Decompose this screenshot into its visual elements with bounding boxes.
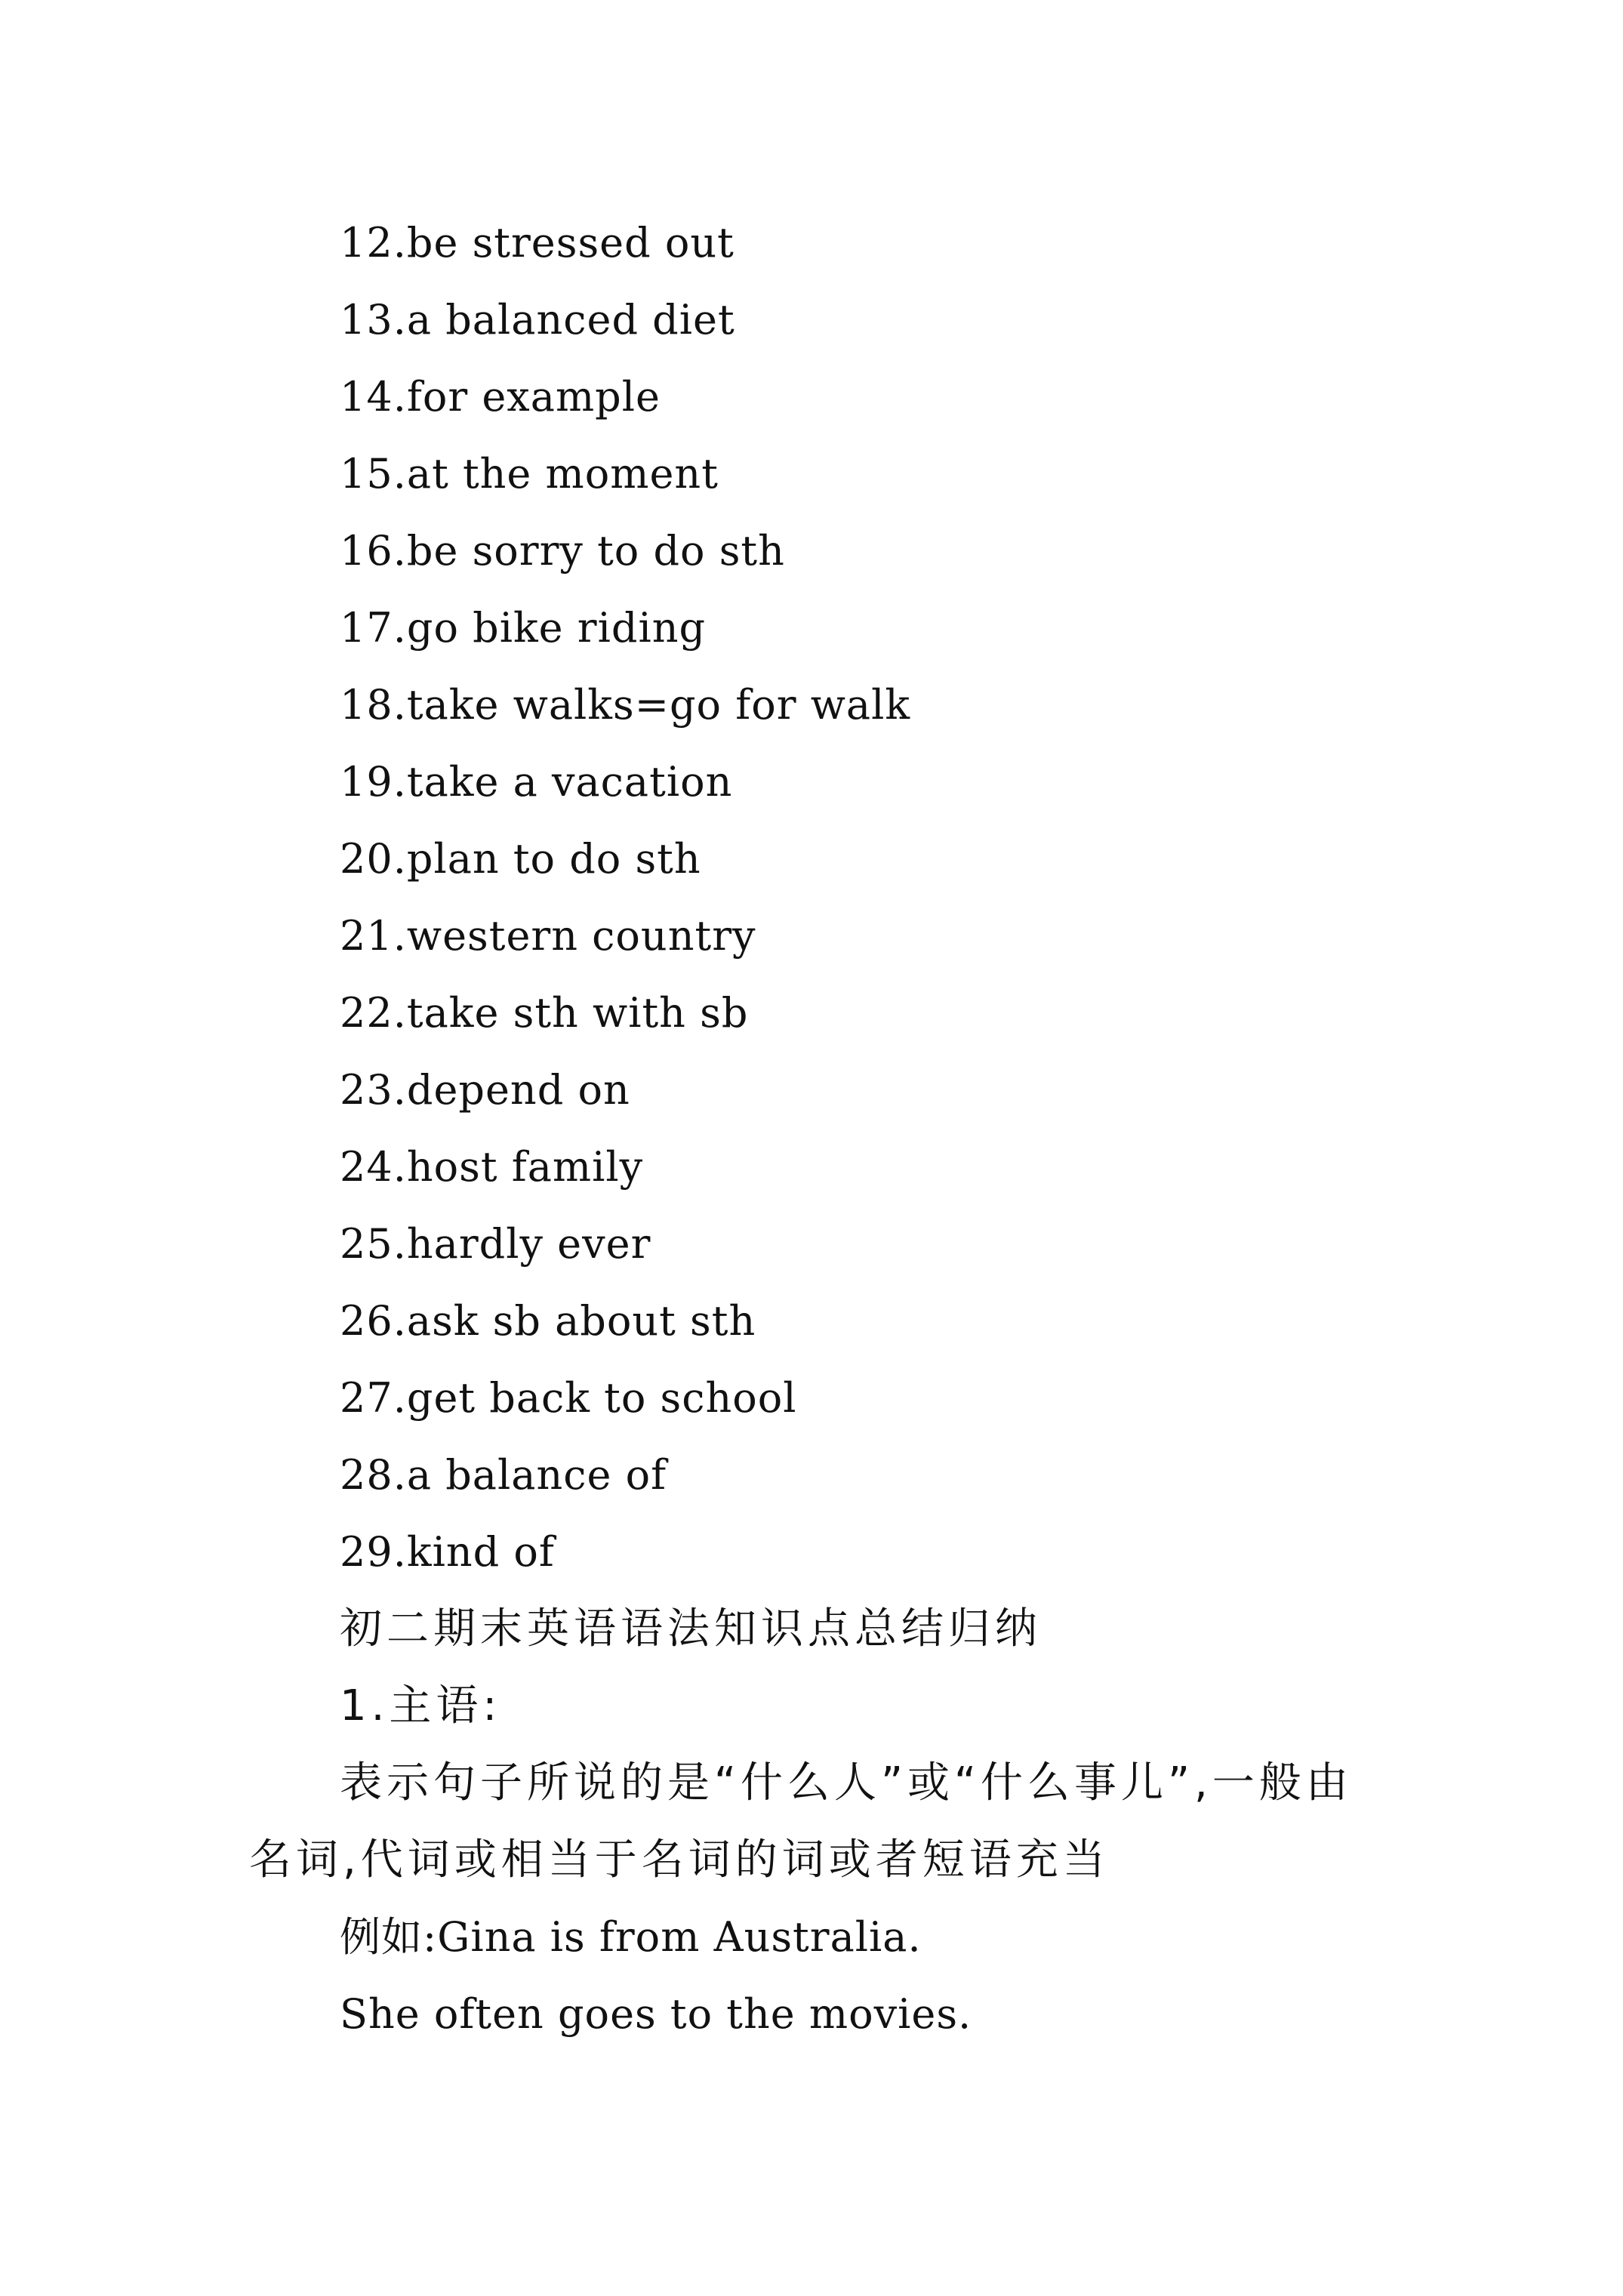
phrase-line: 12.be stressed out [340,219,735,267]
phrase-line: 18.take walks=go for walk [340,681,911,729]
subject-title: 1.主语: [340,1681,502,1730]
phrase-line: 23.depend on [340,1066,630,1114]
phrase-line: 14.for example [340,373,661,421]
phrase-line: 29.kind of [340,1528,555,1576]
phrase-line: 28.a balance of [340,1451,667,1499]
section-heading: 初二期末英语语法知识点总结归纳 [340,1604,1042,1653]
phrase-line: 27.get back to school [340,1374,797,1422]
phrase-line: 15.at the moment [340,450,719,498]
phrase-line: 25.hardly ever [340,1220,651,1268]
phrase-line: 22.take sth with sb [340,989,749,1037]
definition-text-continued: 名词,代词或相当于名词的词或者短语充当 [249,1835,1110,1885]
phrase-line: 20.plan to do sth [340,835,701,883]
example-sentence: She often goes to the movies. [340,1990,972,2038]
phrase-line: 24.host family [340,1143,644,1191]
phrase-line: 19.take a vacation [340,758,733,806]
phrase-line: 26.ask sb about sth [340,1297,756,1345]
phrase-line: 13.a balanced diet [340,296,735,344]
phrase-line: 17.go bike riding [340,604,707,652]
phrase-line: 21.western country [340,912,756,960]
definition-text: 表示句子所说的是“什么人”或“什么事儿”,一般由 [340,1758,1353,1808]
phrase-line: 16.be sorry to do sth [340,527,785,575]
example-sentence: 例如:Gina is from Australia. [340,1913,922,1961]
